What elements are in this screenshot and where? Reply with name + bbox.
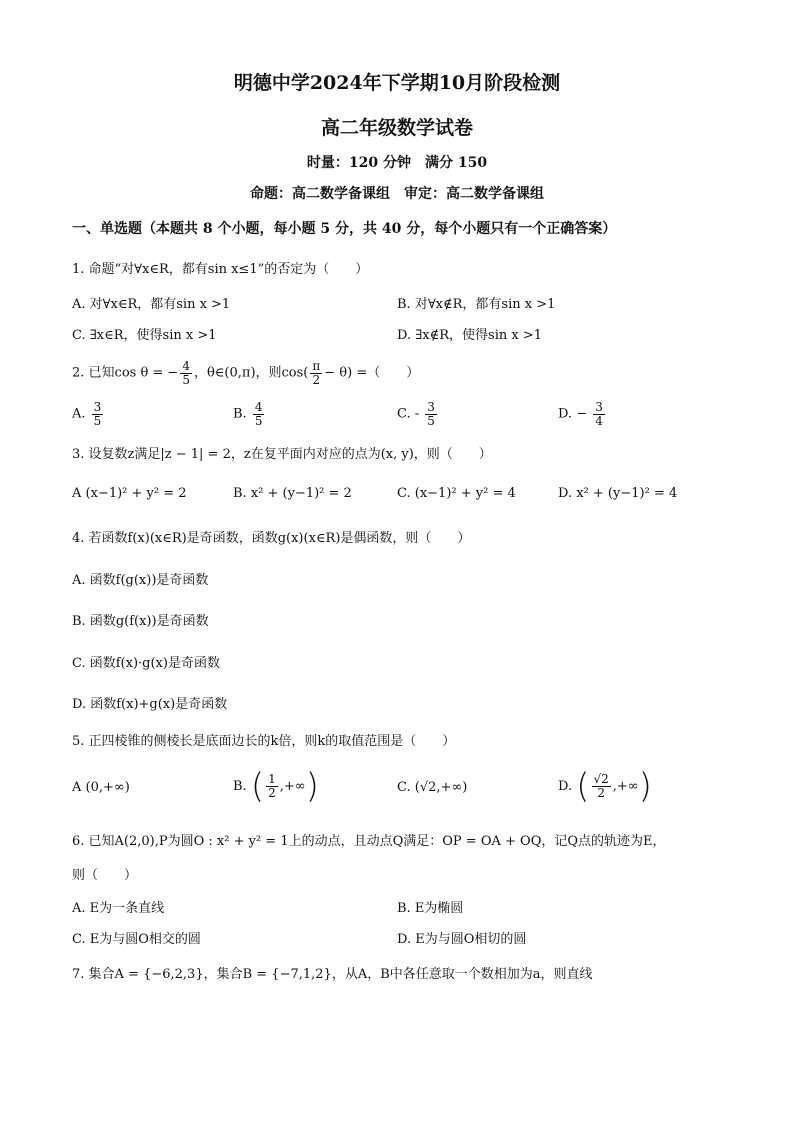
q2-frac-den: 5	[182, 372, 190, 387]
q2-a-den: 5	[93, 413, 102, 428]
question-2-option-c	[397, 401, 439, 427]
question-2-option-b	[233, 401, 266, 427]
question-5-option-b	[233, 764, 319, 810]
exam-subtitle: 高二年级数学试卷	[320, 117, 473, 139]
question-1-option-a: A. 对∀x∈R，都有sin x >1	[72, 297, 231, 312]
q5-d-num: √2	[593, 772, 609, 787]
question-1-option-d: D. ∃x∉R，使得sin x >1	[397, 328, 542, 343]
time-score: 时量：120 分钟 满分 150	[306, 155, 488, 171]
q5-d-den: 2	[597, 786, 605, 800]
q2-stem-pre: 2. 已知cos θ = −	[72, 365, 179, 381]
exam-authors: 命题：高二数学备课组 审定：高二数学备课组	[250, 186, 544, 202]
q2-b-num: 4	[254, 400, 263, 414]
q2-d-label: D. −	[558, 406, 588, 422]
q2-stem-fraction-2	[310, 360, 322, 386]
question-4-option-c: C. 函数f(x)·g(x)是奇函数	[72, 656, 220, 671]
q2-d-den: 4	[595, 413, 603, 428]
q5-b-fraction	[266, 773, 278, 799]
q5-b-label: B.	[233, 779, 247, 794]
question-5-option-a: A (0,+∞)	[72, 780, 130, 795]
exam-title: 明德中学2024年下学期10月阶段检测	[233, 72, 561, 94]
q2-stem-fraction	[180, 360, 192, 386]
q2-stem-post: − θ) =（ ）	[324, 365, 420, 381]
question-4-option-b: B. 函数g(f(x))是奇函数	[72, 614, 209, 629]
q5-d-left-paren: (	[576, 766, 590, 807]
section-heading: 一、单选题（本题共 8 个小题，每小题 5 分，共 40 分，每个小题只有一个正确答案）	[72, 221, 617, 237]
q5-d-fraction	[592, 773, 611, 799]
question-2-option-d	[558, 401, 607, 427]
q2-b-fraction	[253, 401, 265, 427]
q5-b-den: 2	[268, 786, 276, 800]
q2-stem-mid: ，θ∈(0,π)，则cos(	[193, 365, 309, 381]
question-6-stem: 6. 已知A(2,0),P为圆O : x² + y² = 1上的动点，且动点Q满足：OP = OA + OQ，记Q点的轨迹为E，	[72, 834, 666, 849]
q2-a-num: 3	[93, 400, 102, 414]
question-3-option-c: C. (x−1)² + y² = 4	[397, 486, 516, 501]
question-7-stem: 7. 集合A = {−6,2,3}，集合B = {−7,1,2}，从A，B中各任意取一个数相加为a，则直线	[72, 967, 593, 982]
q5-b-left-paren: (	[250, 766, 265, 807]
q2-frac-num: 4	[182, 359, 190, 373]
q2-a-fraction	[92, 401, 104, 427]
question-6-stem-cont: 则（ ）	[72, 868, 138, 883]
q5-b-num: 1	[268, 772, 276, 787]
question-1-option-b: B. 对∀x∉R，都有sin x >1	[397, 297, 556, 312]
question-4-option-a: A. 函数f(g(x))是奇函数	[72, 573, 209, 588]
question-5-stem: 5. 正四棱锥的侧棱长是底面边长的k倍，则k的取值范围是（ ）	[72, 734, 456, 749]
q5-b-right-paren: )	[305, 766, 319, 807]
q5-d-right-paren: )	[638, 766, 652, 807]
q2-d-fraction	[593, 401, 605, 427]
q2-c-num: 3	[427, 400, 435, 414]
q5-d-tail: ,+∞	[612, 779, 639, 794]
question-3-option-b: B. x² + (y−1)² = 2	[233, 486, 352, 501]
q2-b-label: B.	[233, 406, 247, 422]
question-6-option-b: B. E为椭圆	[397, 901, 464, 916]
question-1-option-c: C. ∃x∈R，使得sin x >1	[72, 328, 217, 343]
question-5-option-d	[558, 764, 652, 810]
question-6-option-a: A. E为一条直线	[72, 901, 165, 916]
question-4-option-d: D. 函数f(x)+g(x)是奇函数	[72, 697, 228, 712]
q2-b-den: 5	[254, 413, 263, 428]
question-3-stem: 3. 设复数z满足|z − 1| = 2，z在复平面内对应的点为(x, y)，则（ ）	[72, 447, 492, 462]
question-1-stem: 1. 命题“对∀x∈R，都有sin x≤1”的否定为（ ）	[72, 262, 369, 277]
q5-b-tail: ,+∞	[279, 779, 306, 794]
question-3-option-a: A (x−1)² + y² = 2	[72, 486, 187, 501]
q2-frac2-num: π	[312, 359, 321, 373]
question-2-option-a	[72, 401, 105, 427]
q5-d-label: D.	[558, 779, 573, 794]
q2-c-den: 5	[427, 413, 435, 428]
q2-frac2-den: 2	[312, 372, 321, 387]
question-3-option-d: D. x² + (y−1)² = 4	[558, 486, 678, 501]
question-4-stem: 4. 若函数f(x)(x∈R)是奇函数，函数g(x)(x∈R)是偶函数，则（ ）	[72, 531, 471, 546]
q2-c-fraction	[425, 401, 437, 427]
question-5-option-c: C. (√2,+∞)	[397, 780, 468, 795]
q2-d-num: 3	[595, 400, 603, 414]
question-6-option-c: C. E为与圆O相交的圆	[72, 932, 201, 947]
question-2-stem	[72, 360, 419, 386]
q2-c-label: C. -	[397, 406, 420, 422]
question-6-option-d: D. E为与圆O相切的圆	[397, 932, 527, 947]
q2-a-label: A.	[72, 406, 86, 422]
